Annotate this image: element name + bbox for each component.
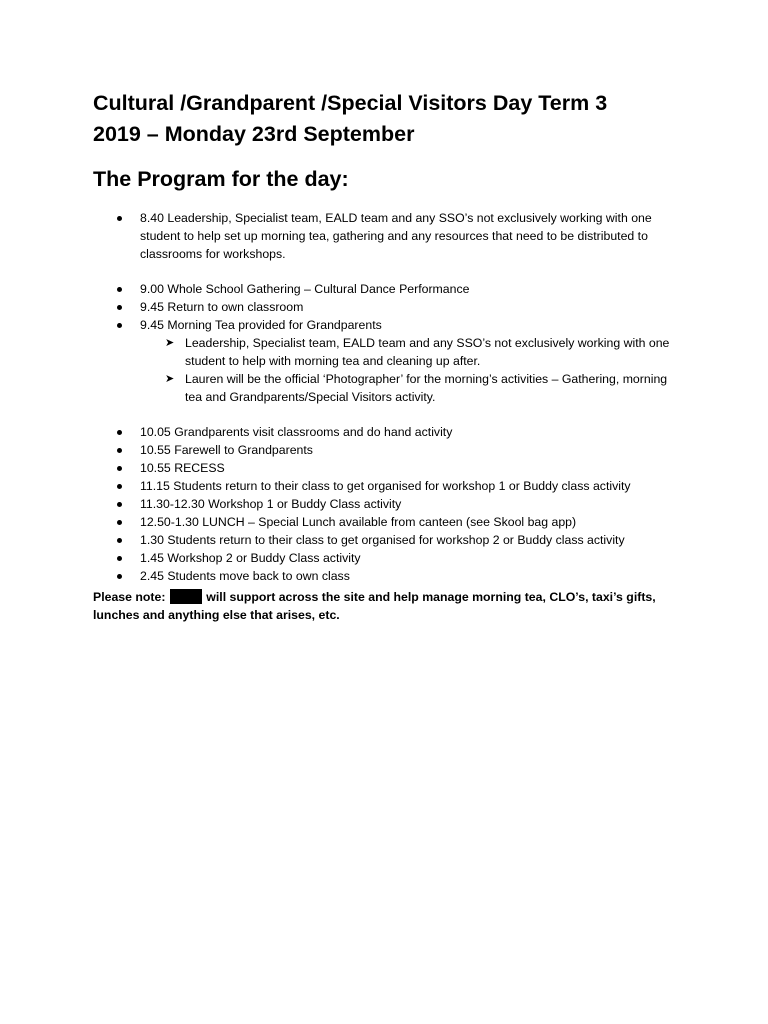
bullet-icon [117,430,122,435]
list-item [93,459,683,477]
bullet-icon [117,216,122,221]
sub-list-item-text: Leadership, Specialist team, EALD team and any SSO’s not exclusively working with one student to help with morning tea and cleaning up after. [185,336,670,368]
note-paragraph [93,588,683,624]
list-item [93,495,683,513]
bullet-icon [117,556,122,561]
bullet-icon [117,502,122,507]
note-label: Please note: [93,590,166,604]
list-item-text: 8.40 Leadership, Specialist team, EALD team and any SSO’s not exclusively working with one student to help set up morning tea, gathering and any resources that need to be distributed to classrooms for workshops. [140,211,652,261]
list-item [93,298,683,316]
note-text: will support across the site and help manage morning tea, CLO’s, taxi’s gifts, lunches and anything else that arises, etc. [93,590,656,622]
list-item-text: 11.15 Students return to their class to get organised for workshop 1 or Buddy class activity [140,479,631,493]
title-line-2: 2019 – Monday 23rd September [93,122,415,146]
list-item-text: 9.45 Morning Tea provided for Grandparents [140,318,382,332]
program-list [93,209,683,585]
list-item [93,531,683,549]
list-item [93,441,683,459]
bullet-icon [117,574,122,579]
document-title [93,88,683,150]
program-heading: The Program for the day: [93,167,349,191]
list-item-text: 10.05 Grandparents visit classrooms and do hand activity [140,425,453,439]
arrow-bullet-icon: ➤ [165,373,175,385]
list-item [93,513,683,531]
bullet-icon [117,520,122,525]
bullet-icon [117,484,122,489]
title-line-1: Cultural /Grandparent /Special Visitors Day Term 3 [93,91,608,115]
list-item [93,209,683,263]
list-item [93,567,683,585]
list-item-text: 10.55 Farewell to Grandparents [140,443,313,457]
bullet-icon [117,287,122,292]
list-item [93,316,683,406]
list-item [93,477,683,495]
bullet-icon [117,323,122,328]
sub-list-item [140,334,683,370]
list-item-text: 1.30 Students return to their class to get organised for workshop 2 or Buddy class activity [140,533,625,547]
list-item [93,280,683,298]
list-item-text: 10.55 RECESS [140,461,225,475]
bullet-icon [117,448,122,453]
sub-list-item [140,370,683,406]
list-item [93,549,683,567]
list-item [93,423,683,441]
redacted-name-block [170,589,202,604]
list-item-text: 9.00 Whole School Gathering – Cultural Dance Performance [140,282,470,296]
list-item-text: 11.30-12.30 Workshop 1 or Buddy Class activity [140,497,402,511]
document-page [93,88,683,636]
bullet-icon [117,538,122,543]
list-item-text: 1.45 Workshop 2 or Buddy Class activity [140,551,361,565]
list-item-text: 12.50-1.30 LUNCH – Special Lunch available from canteen (see Skool bag app) [140,515,577,529]
sub-list-item-text: Lauren will be the official ‘Photographer’ for the morning’s activities – Gathering, morning tea and Grandparents/Special Visitors activity. [185,372,668,404]
list-spacer [93,263,683,280]
list-item-text: 2.45 Students move back to own class [140,569,350,583]
bullet-icon [117,466,122,471]
bullet-icon [117,305,122,310]
list-spacer [93,406,683,423]
arrow-bullet-icon: ➤ [165,337,175,349]
sub-list [140,334,683,406]
list-item-text: 9.45 Return to own classroom [140,300,304,314]
